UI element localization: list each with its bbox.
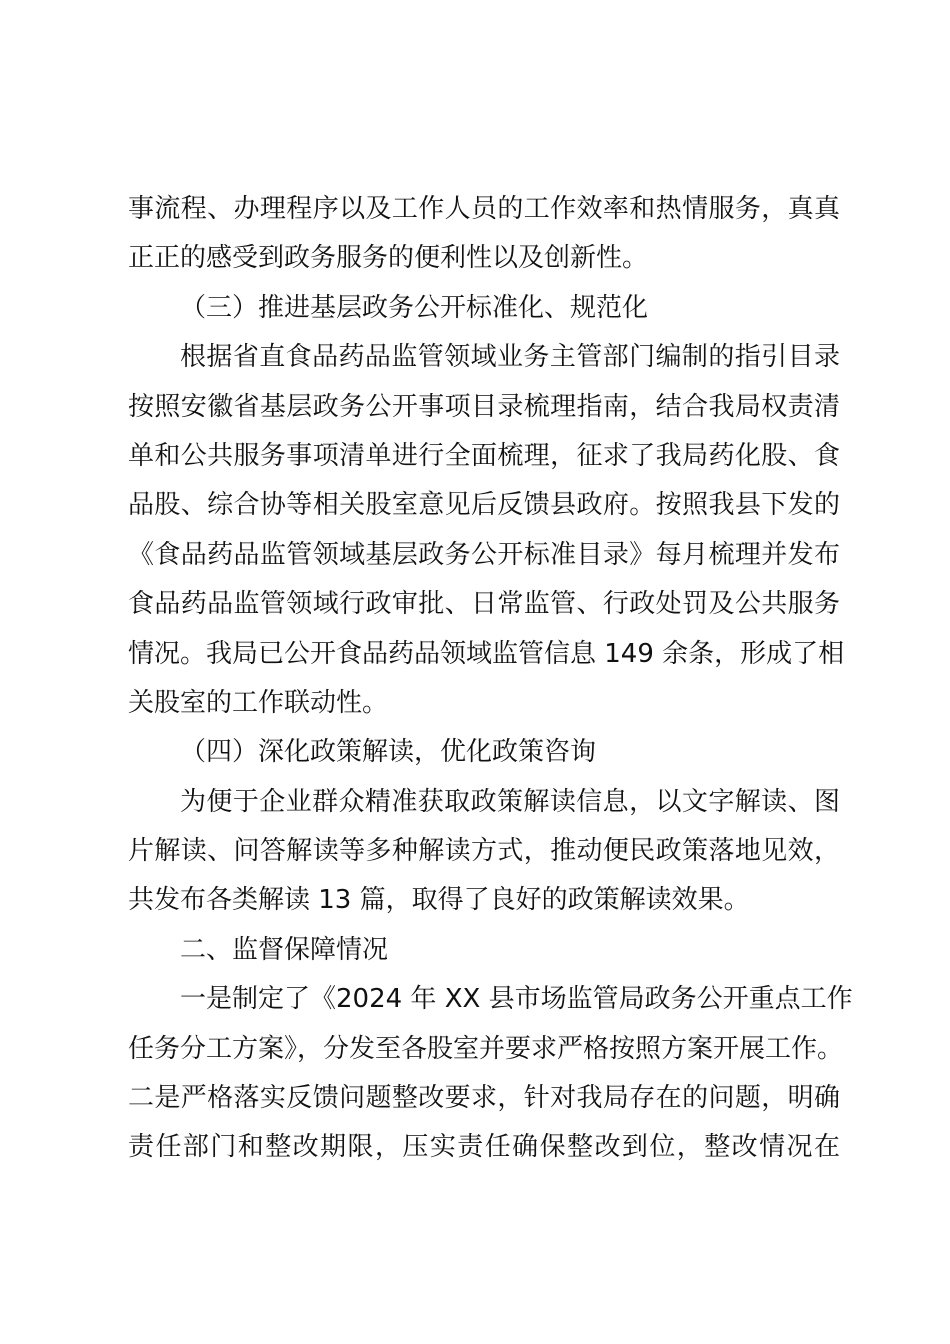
body-text-line: 为便于企业群众精准获取政策解读信息，以文字解读、图 <box>180 786 840 817</box>
body-text-line: 二是严格落实反馈问题整改要求，针对我局存在的问题，明确 <box>128 1083 840 1114</box>
section-heading-3: （三）推进基层政务公开标准化、规范化 <box>180 292 649 323</box>
body-text-line: 《食品药品监管领域基层政务公开标准目录》每月梳理并发布 <box>128 539 840 570</box>
body-text-line: 单和公共服务事项清单进行全面梳理，征求了我局药化股、食 <box>128 440 840 471</box>
section-heading-4: （四）深化政策解读，优化政策咨询 <box>180 737 597 768</box>
body-text-line: 关股室的工作联动性。 <box>128 687 389 718</box>
body-text-line: 事流程、办理程序以及工作人员的工作效率和热情服务，真真 <box>128 194 840 224</box>
body-text-line: 情况。我局已公开食品药品领域监管信息 149 余条，形成了相 <box>128 638 845 669</box>
body-text-line: 按照安徽省基层政务公开事项目录梳理指南，结合我局权责清 <box>128 391 840 422</box>
document-body <box>128 185 853 1173</box>
body-text-line: 片解读、问答解读等多种解读方式，推动便民政策落地见效， <box>128 836 840 867</box>
body-text-line: 根据省直食品药品监管领域业务主管部门编制的指引目录 <box>180 342 840 373</box>
chapter-heading-2: 二、监督保障情况 <box>180 934 389 965</box>
body-text-line: 品股、综合协等相关股室意见后反馈县政府。按照我县下发的 <box>128 490 840 521</box>
body-text-line: 食品药品监管领域行政审批、日常监管、行政处罚及公共服务 <box>128 589 840 620</box>
body-text-line: 共发布各类解读 13 篇，取得了良好的政策解读效果。 <box>128 885 750 916</box>
body-text-line: 正正的感受到政务服务的便利性以及创新性。 <box>128 243 649 274</box>
body-text-line: 责任部门和整改期限，压实责任确保整改到位，整改情况在 <box>128 1132 840 1163</box>
body-text-line: 一是制定了《2024 年 XX 县市场监管局政务公开重点工作 <box>180 984 853 1015</box>
body-text-line: 任务分工方案》，分发至各股室并要求严格按照方案开展工作。 <box>128 1033 844 1064</box>
